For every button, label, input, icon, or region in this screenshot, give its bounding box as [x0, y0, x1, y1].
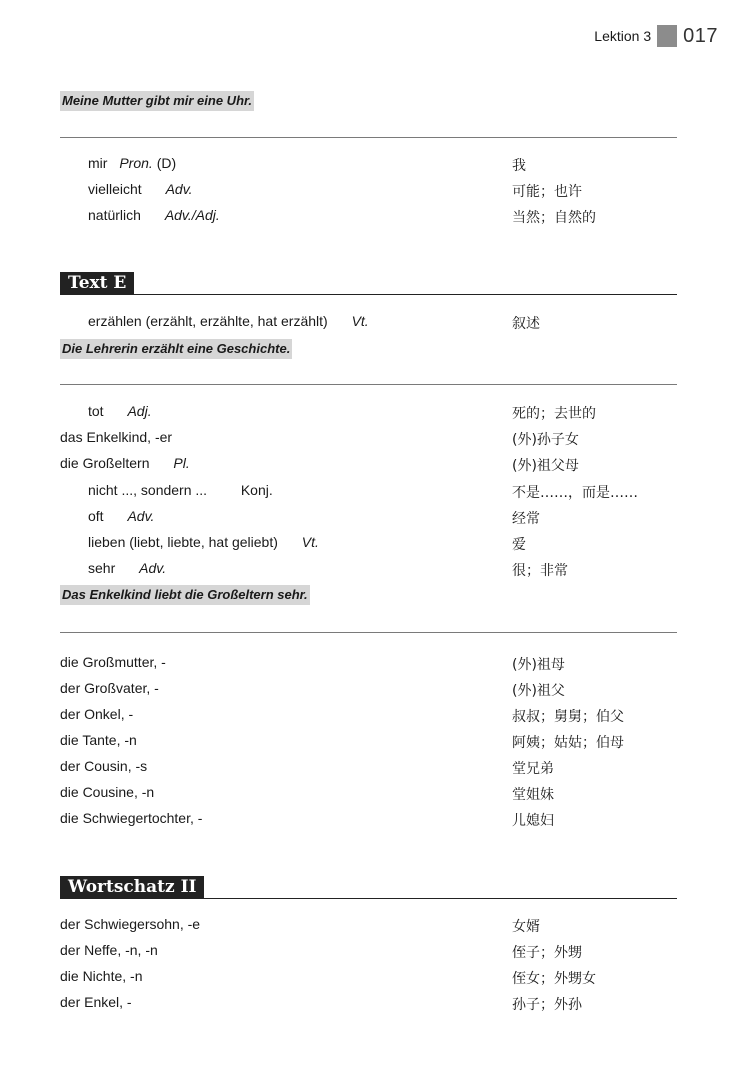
vocab-pos: Adv./Adj. — [164, 207, 220, 223]
vocab-translation: (外)孙子女 — [512, 432, 579, 448]
vocab-translation: 叙述 — [512, 316, 540, 332]
vocab-row — [0, 534, 750, 558]
vocab-word: der Cousin, -s — [60, 758, 148, 774]
vocab-row — [0, 968, 750, 992]
vocab-word: die Schwiegertochter, - — [60, 810, 203, 826]
vocab-pos: Pron. — [119, 155, 153, 171]
vocab-pos: Adv. — [165, 181, 193, 197]
vocab-translation: 孙子；外孙 — [512, 997, 582, 1013]
vocab-word: nicht ..., sondern ... — [88, 482, 208, 498]
vocab-word: die Großeltern — [60, 455, 150, 471]
example-sentence: Meine Mutter gibt mir eine Uhr. — [60, 91, 254, 111]
vocab-row — [0, 560, 750, 584]
vocab-row — [0, 942, 750, 966]
vocab-word: oft — [88, 508, 104, 524]
vocab-row — [0, 994, 750, 1018]
vocab-translation: 叔叔；舅舅；伯父 — [512, 709, 624, 725]
vocab-row — [0, 155, 750, 179]
vocab-word: der Großvater, - — [60, 680, 159, 696]
vocab-translation: (外)祖父 — [512, 683, 565, 699]
vocab-word: der Onkel, - — [60, 706, 134, 722]
vocab-pos: Vt. — [351, 313, 369, 329]
vocab-translation: 经常 — [512, 511, 540, 527]
vocab-word: die Cousine, -n — [60, 784, 155, 800]
divider — [60, 384, 677, 385]
vocab-translation: 当然；自然的 — [512, 210, 596, 226]
vocab-row — [0, 455, 750, 479]
vocab-row — [0, 207, 750, 231]
vocab-translation: 堂兄弟 — [512, 761, 554, 777]
vocab-word: mir — [88, 155, 108, 171]
vocab-pos: Adv. — [139, 560, 167, 576]
vocab-word: der Schwiegersohn, -e — [60, 916, 201, 932]
vocab-row — [0, 181, 750, 205]
vocab-pos: Adv. — [127, 508, 155, 524]
vocab-translation: 侄女；外甥女 — [512, 971, 596, 987]
vocab-row — [0, 784, 750, 808]
page-number: 017 — [683, 24, 718, 47]
vocab-translation: 不是……，而是…… — [512, 485, 638, 501]
vocab-row — [0, 429, 750, 453]
vocab-word: der Neffe, -n, -n — [60, 942, 158, 958]
vocab-translation: 可能；也许 — [512, 184, 582, 200]
vocab-translation: 死的；去世的 — [512, 406, 596, 422]
vocab-word: der Enkel, - — [60, 994, 132, 1010]
vocab-row — [0, 706, 750, 730]
vocab-pos: Vt. — [301, 534, 319, 550]
vocab-translation: 女婿 — [512, 919, 540, 935]
vocab-word: natürlich — [88, 207, 141, 223]
vocab-word: tot — [88, 403, 104, 419]
vocab-translation: (外)祖父母 — [512, 458, 579, 474]
vocab-word: die Nichte, -n — [60, 968, 143, 984]
section-heading-wortschatz — [60, 876, 677, 899]
vocab-word: vielleicht — [88, 181, 142, 197]
vocab-translation: 侄子；外甥 — [512, 945, 582, 961]
vocab-row — [0, 758, 750, 782]
vocab-translation: (外)祖母 — [512, 657, 565, 673]
vocab-row — [0, 403, 750, 427]
vocab-word: sehr — [88, 560, 116, 576]
divider — [60, 632, 677, 633]
vocab-translation: 儿媳妇 — [512, 813, 554, 829]
vocab-case: (D) — [156, 155, 177, 171]
vocab-pos: Pl. — [173, 455, 190, 471]
vocab-row — [0, 732, 750, 756]
vocab-pos: Adj. — [127, 403, 152, 419]
vocab-translation: 爱 — [512, 537, 526, 553]
vocab-translation: 堂姐妹 — [512, 787, 554, 803]
vocab-row — [0, 810, 750, 834]
vocab-row — [0, 680, 750, 704]
vocab-row — [0, 482, 750, 506]
vocab-translation: 阿姨；姑姑；伯母 — [512, 735, 624, 751]
vocab-row — [0, 916, 750, 940]
section-title: Text E — [60, 272, 134, 294]
vocab-word: das Enkelkind, -er — [60, 429, 173, 445]
vocab-pos: Konj. — [240, 482, 273, 498]
page-header — [594, 24, 718, 48]
vocab-word: lieben (liebt, liebte, hat geliebt) — [88, 534, 278, 550]
lesson-label: Lektion 3 — [594, 28, 652, 44]
vocab-row — [0, 508, 750, 532]
section-heading-text-e — [60, 272, 677, 295]
vocab-translation: 很；非常 — [512, 563, 568, 579]
divider — [60, 137, 677, 138]
vocab-word: die Tante, -n — [60, 732, 137, 748]
vocab-word: die Großmutter, - — [60, 654, 166, 670]
example-sentence: Das Enkelkind liebt die Großeltern sehr. — [60, 585, 310, 605]
example-sentence: Die Lehrerin erzählt eine Geschichte. — [60, 339, 292, 359]
section-title: Wortschatz II — [60, 876, 204, 898]
vocab-row — [0, 654, 750, 678]
vocab-word: erzählen (erzählt, erzählte, hat erzählt) — [88, 313, 328, 329]
header-marker — [657, 25, 677, 47]
vocab-translation: 我 — [512, 158, 526, 174]
vocab-row — [0, 313, 750, 337]
